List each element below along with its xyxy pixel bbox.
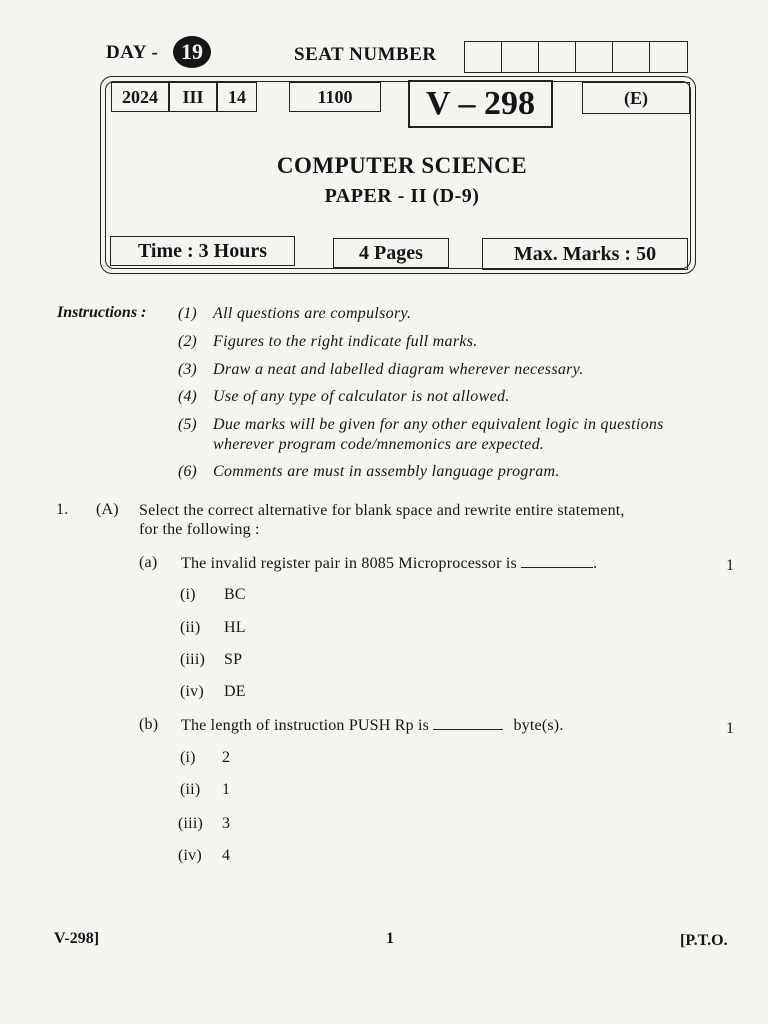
option-number: (i)	[180, 586, 196, 603]
option-number: (ii)	[180, 781, 201, 798]
option-text: BC	[224, 586, 246, 603]
footer-pto: [P.T.O.	[680, 932, 728, 949]
subquestion-text-main: The invalid register pair in 8085 Microprocessor is	[181, 555, 517, 572]
seat-box	[576, 42, 613, 72]
day-number-badge: 19	[173, 36, 211, 68]
question-part: (A)	[96, 501, 119, 518]
question-text-continued: for the following :	[139, 521, 260, 538]
question-text: Select the correct alternative for blank space and rewrite entire statement,	[139, 502, 625, 519]
instruction-text: Comments are must in assembly language program.	[213, 463, 560, 480]
option-number: (iv)	[180, 683, 204, 700]
seat-box	[539, 42, 576, 72]
code-year: 2024	[111, 82, 169, 112]
option-text: SP	[224, 651, 243, 668]
instruction-number: (6)	[178, 463, 197, 480]
instruction-item	[178, 387, 738, 407]
instruction-text: Use of any type of calculator is not allowed.	[213, 388, 510, 405]
option-number: (iii)	[178, 815, 203, 832]
option-text: 4	[222, 847, 231, 864]
subquestion-text-main: The length of instruction PUSH Rp is	[181, 717, 430, 734]
instruction-item	[178, 360, 738, 380]
instruction-number: (1)	[178, 305, 197, 322]
subquestion-text-end: .	[593, 555, 598, 572]
seat-box	[502, 42, 539, 72]
marks-label: 1	[726, 557, 735, 574]
option-number: (ii)	[180, 619, 201, 636]
marks-label: 1	[726, 720, 735, 737]
instruction-number: (4)	[178, 388, 197, 405]
question-number: 1.	[56, 501, 69, 518]
answer-blank	[521, 555, 593, 568]
instruction-number: (2)	[178, 333, 197, 350]
subquestion-text	[181, 717, 564, 735]
paper-code: V – 298	[408, 80, 553, 128]
option-text: DE	[224, 683, 246, 700]
footer-paper-code: V-298]	[54, 930, 100, 947]
instruction-item	[178, 415, 738, 435]
instruction-item	[178, 304, 738, 324]
instruction-text: Due marks will be given for any other equivalent logic in questions	[213, 416, 664, 433]
instruction-text: All questions are compulsory.	[213, 305, 412, 322]
answer-blank	[433, 717, 503, 730]
seat-number-label: SEAT NUMBER	[294, 44, 437, 65]
subquestion-label: (a)	[139, 554, 158, 571]
instruction-item	[178, 462, 738, 482]
seat-box	[613, 42, 650, 72]
seat-box	[650, 42, 687, 72]
code-day: 14	[217, 82, 257, 112]
instruction-number: (3)	[178, 361, 197, 378]
pages-box: 4 Pages	[333, 238, 449, 268]
instructions-label: Instructions :	[57, 304, 147, 321]
instruction-text: Figures to the right indicate full marks.	[213, 333, 478, 350]
option-number: (iv)	[178, 847, 202, 864]
subquestion-text	[181, 555, 597, 573]
instruction-item	[178, 332, 738, 352]
paper-title: PAPER - II (D-9)	[324, 185, 480, 207]
instruction-text: Draw a neat and labelled diagram wherever necessary.	[213, 361, 584, 378]
option-number: (iii)	[180, 651, 205, 668]
seat-box	[465, 42, 502, 72]
subject-title: COMPUTER SCIENCE	[276, 153, 528, 178]
option-text: HL	[224, 619, 246, 636]
day-label: DAY -	[106, 42, 159, 63]
max-marks-box: Max. Marks : 50	[482, 238, 688, 270]
option-text: 2	[222, 749, 231, 766]
subquestion-text-end: byte(s).	[513, 717, 564, 734]
option-text: 3	[222, 815, 231, 832]
instruction-number: (5)	[178, 416, 197, 433]
code-month: III	[169, 82, 217, 112]
option-number: (i)	[180, 749, 196, 766]
time-box: Time : 3 Hours	[110, 236, 295, 266]
seat-number-boxes	[464, 41, 688, 73]
code-time: 1100	[289, 82, 381, 112]
footer-page-number: 1	[386, 930, 394, 947]
medium-code: (E)	[582, 82, 690, 114]
instruction-text-continued: wherever program code/mnemonics are expected.	[213, 436, 545, 453]
option-text: 1	[222, 781, 231, 798]
subquestion-label: (b)	[139, 716, 159, 733]
